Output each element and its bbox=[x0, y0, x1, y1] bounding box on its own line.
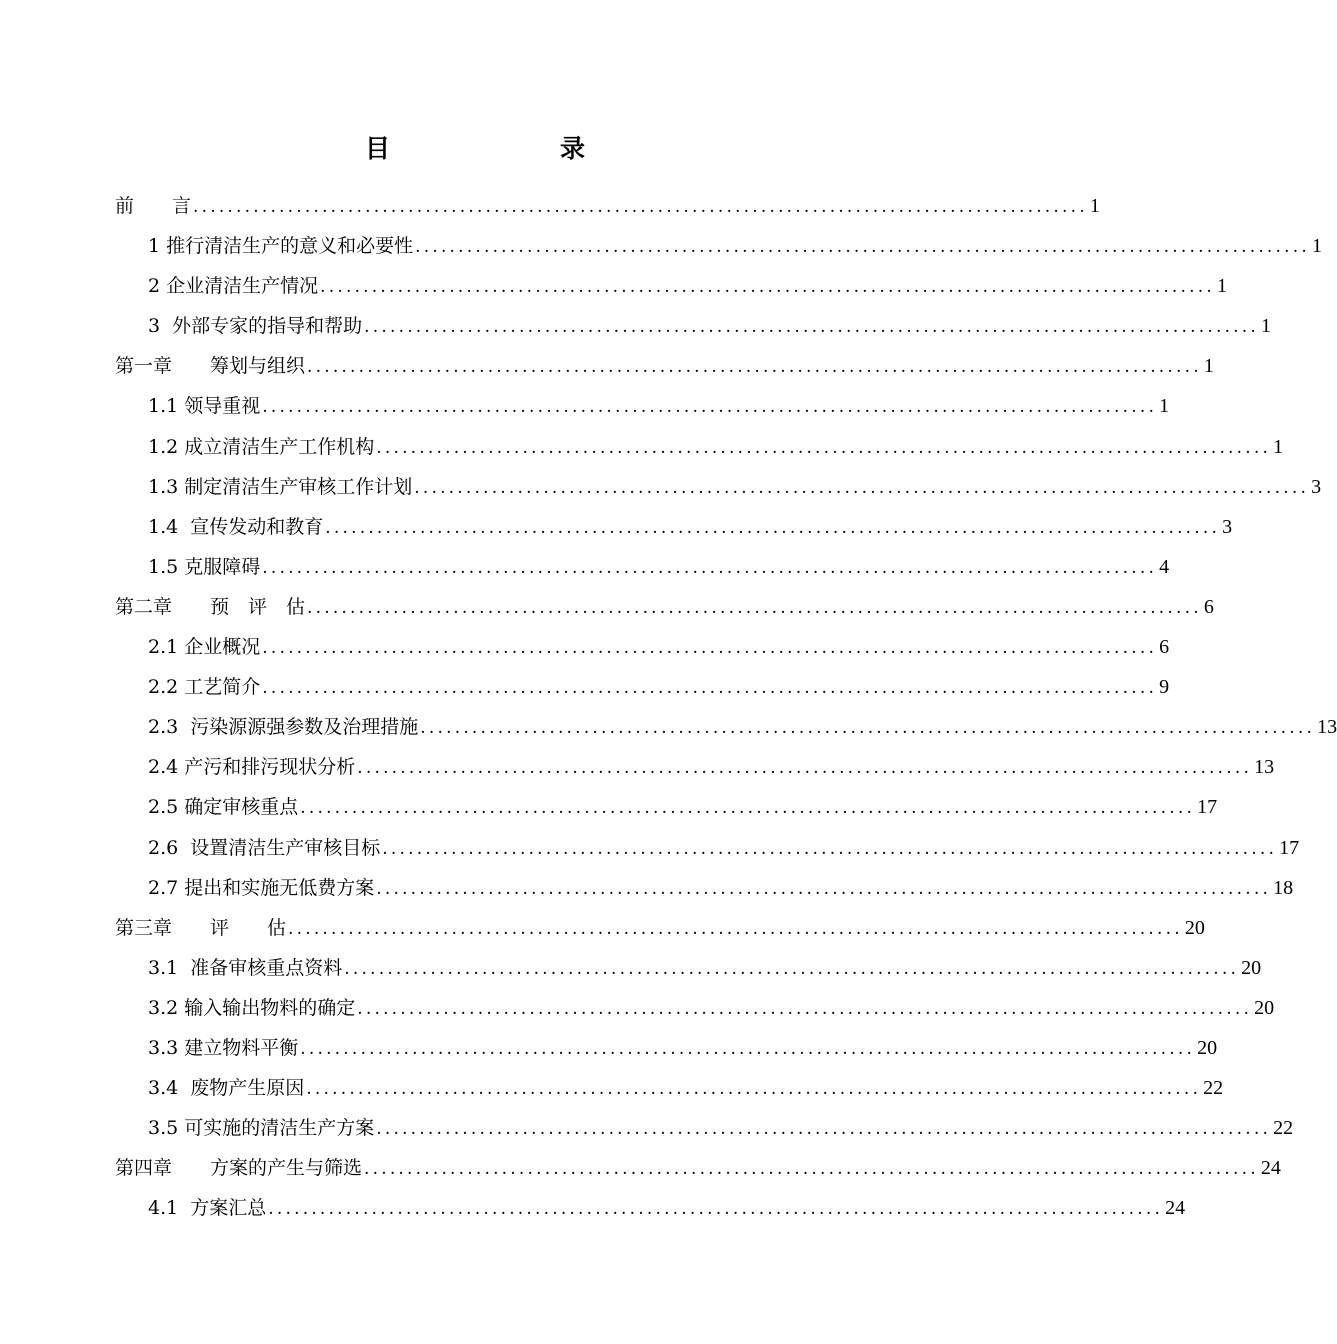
toc-entry-title: 第四章 方案的产生与筛选 bbox=[115, 1157, 363, 1180]
toc-section-entry bbox=[115, 1188, 1186, 1228]
toc-dot-leader: ........................................................................................................ bbox=[382, 838, 1278, 859]
toc-page-number: 18 bbox=[1273, 876, 1294, 899]
toc-page-number: 1 bbox=[1216, 275, 1227, 298]
toc-dot-leader: ........................................................................................................ bbox=[325, 517, 1221, 538]
toc-dot-leader: ........................................................................................................ bbox=[420, 718, 1316, 739]
toc-page-number: 13 bbox=[1317, 716, 1337, 739]
toc-page-number: 1 bbox=[1089, 195, 1100, 217]
toc-page-number: 17 bbox=[1197, 796, 1218, 819]
toc-entry-title: 2.2 工艺简介 bbox=[148, 676, 261, 699]
toc-dot-leader: ........................................................................................................ bbox=[262, 397, 1158, 418]
toc-section-entry bbox=[115, 667, 1170, 707]
toc-section-entry bbox=[115, 306, 1271, 346]
toc-dot-leader: ........................................................................................................ bbox=[306, 1079, 1202, 1100]
toc-dot-leader: ........................................................................................................ bbox=[262, 638, 1158, 659]
toc-entry-title: 1.5 克服障碍 bbox=[148, 555, 261, 578]
toc-dot-leader: ........................................................................................................ bbox=[376, 878, 1272, 899]
toc-page-number: 3 bbox=[1222, 515, 1233, 538]
toc-dot-leader: ........................................................................................................ bbox=[376, 1119, 1272, 1140]
toc-section-entry bbox=[115, 226, 1322, 266]
toc-entry-title: 1.1 领导重视 bbox=[148, 395, 261, 418]
toc-entry-title: 4.1 方案汇总 bbox=[148, 1197, 267, 1220]
toc-page-number: 22 bbox=[1203, 1077, 1224, 1100]
toc-dot-leader: ........................................................................................................ bbox=[357, 758, 1253, 779]
toc-entry-title: 前 言 bbox=[115, 195, 192, 217]
toc-entry-title: 第二章 预 评 估 bbox=[115, 595, 306, 618]
toc-chapter-entry bbox=[115, 186, 1100, 226]
toc-section-entry bbox=[115, 547, 1170, 587]
toc-title: 目 录 bbox=[364, 134, 625, 163]
toc-page-number: 20 bbox=[1254, 996, 1275, 1019]
toc-page-number: 20 bbox=[1241, 956, 1262, 979]
toc-section-entry bbox=[115, 1068, 1224, 1108]
toc-page-number: 1 bbox=[1311, 235, 1322, 258]
toc-section-entry bbox=[115, 948, 1262, 988]
toc-entry-title: 2.3 污染源源强参数及治理措施 bbox=[148, 716, 419, 739]
toc-entry-title: 2.5 确定审核重点 bbox=[148, 796, 299, 819]
toc-chapter-entry bbox=[115, 587, 1214, 627]
toc-chapter-entry bbox=[115, 908, 1205, 948]
toc-page-number: 6 bbox=[1159, 636, 1170, 659]
toc-page-number: 13 bbox=[1254, 756, 1275, 779]
toc-entry-title: 第三章 评 估 bbox=[115, 916, 287, 939]
toc-section-entry bbox=[115, 868, 1294, 908]
toc-entry-title: 2.4 产污和排污现状分析 bbox=[148, 756, 356, 779]
toc-entry-title: 1.2 成立清洁生产工作机构 bbox=[148, 435, 375, 458]
toc-entry-title: 1 推行清洁生产的意义和必要性 bbox=[148, 235, 414, 258]
toc-dot-leader: ........................................................................................................ bbox=[357, 998, 1253, 1019]
toc-entry-title: 1.3 制定清洁生产审核工作计划 bbox=[148, 475, 413, 498]
toc-chapter-entry bbox=[115, 1148, 1281, 1188]
toc-dot-leader: ........................................................................................................ bbox=[300, 798, 1196, 819]
toc-section-entry bbox=[115, 266, 1227, 306]
toc-section-entry bbox=[115, 467, 1322, 507]
toc-entry-title: 3.1 准备审核重点资料 bbox=[148, 956, 343, 979]
toc-entry-title: 3.2 输入输出物料的确定 bbox=[148, 996, 356, 1019]
toc-section-entry bbox=[115, 787, 1218, 827]
toc-dot-leader: ........................................................................................................ bbox=[320, 277, 1215, 298]
toc-dot-leader: ........................................................................................................ bbox=[415, 237, 1310, 258]
toc-section-entry bbox=[115, 828, 1300, 868]
toc-dot-leader: ........................................................................................................ bbox=[376, 437, 1272, 458]
toc-dot-leader: ........................................................................................................ bbox=[364, 317, 1259, 338]
toc-section-entry bbox=[115, 747, 1275, 787]
toc-section-entry bbox=[115, 707, 1337, 747]
toc-section-entry bbox=[115, 427, 1284, 467]
toc-entry-title: 3.5 可实施的清洁生产方案 bbox=[148, 1117, 375, 1140]
toc-section-entry bbox=[115, 1028, 1218, 1068]
toc-page-number: 22 bbox=[1273, 1117, 1294, 1140]
toc-page-number: 1 bbox=[1260, 315, 1271, 338]
toc-dot-leader: ........................................................................................................ bbox=[307, 357, 1202, 378]
toc-section-entry bbox=[115, 386, 1170, 426]
toc-dot-leader: ........................................................................................................ bbox=[262, 557, 1158, 578]
toc-page-number: 1 bbox=[1273, 435, 1284, 458]
toc-section-entry bbox=[115, 1108, 1294, 1148]
toc-dot-leader: ........................................................................................................ bbox=[364, 1159, 1259, 1180]
toc-dot-leader: ........................................................................................................ bbox=[268, 1199, 1164, 1220]
toc-chapter-entry bbox=[115, 346, 1214, 386]
toc-page-number: 3 bbox=[1311, 475, 1322, 498]
toc-dot-leader: ........................................................................................................ bbox=[300, 1038, 1196, 1059]
toc-page-number: 17 bbox=[1279, 836, 1300, 859]
toc-page-number: 1 bbox=[1159, 395, 1170, 418]
toc-dot-leader: ........................................................................................................ bbox=[307, 597, 1202, 618]
toc-dot-leader: ........................................................................................................ bbox=[414, 477, 1310, 498]
toc-entry-title: 第一章 筹划与组织 bbox=[115, 355, 306, 378]
toc-page-number: 20 bbox=[1184, 916, 1205, 939]
toc-page-number: 24 bbox=[1165, 1197, 1186, 1220]
toc-entry-title: 2.6 设置清洁生产审核目标 bbox=[148, 836, 381, 859]
toc-dot-leader: ........................................................................................................ bbox=[288, 918, 1183, 939]
toc-page-number: 20 bbox=[1197, 1036, 1218, 1059]
toc-page-number: 24 bbox=[1260, 1157, 1281, 1180]
toc-entry-title: 3.4 废物产生原因 bbox=[148, 1077, 305, 1100]
toc-entry-title: 3.3 建立物料平衡 bbox=[148, 1036, 299, 1059]
toc-page-number: 6 bbox=[1203, 595, 1214, 618]
toc-list bbox=[115, 186, 1337, 1228]
toc-page-number: 9 bbox=[1159, 676, 1170, 699]
toc-entry-title: 1.4 宣传发动和教育 bbox=[148, 515, 324, 538]
toc-dot-leader: ........................................................................................................ bbox=[344, 958, 1240, 979]
toc-entry-title: 2.7 提出和实施无低费方案 bbox=[148, 876, 375, 899]
toc-dot-leader: ........................................................................................................ bbox=[262, 678, 1158, 699]
toc-section-entry bbox=[115, 988, 1275, 1028]
toc-entry-title: 3 外部专家的指导和帮助 bbox=[148, 315, 363, 338]
toc-page-number: 4 bbox=[1159, 555, 1170, 578]
toc-section-entry bbox=[115, 507, 1233, 547]
toc-section-entry bbox=[115, 627, 1170, 667]
toc-page-number: 1 bbox=[1203, 355, 1214, 378]
toc-entry-title: 2.1 企业概况 bbox=[148, 636, 261, 659]
toc-entry-title: 2 企业清洁生产情况 bbox=[148, 275, 319, 298]
toc-dot-leader: ........................................................................................................ bbox=[193, 197, 1088, 217]
